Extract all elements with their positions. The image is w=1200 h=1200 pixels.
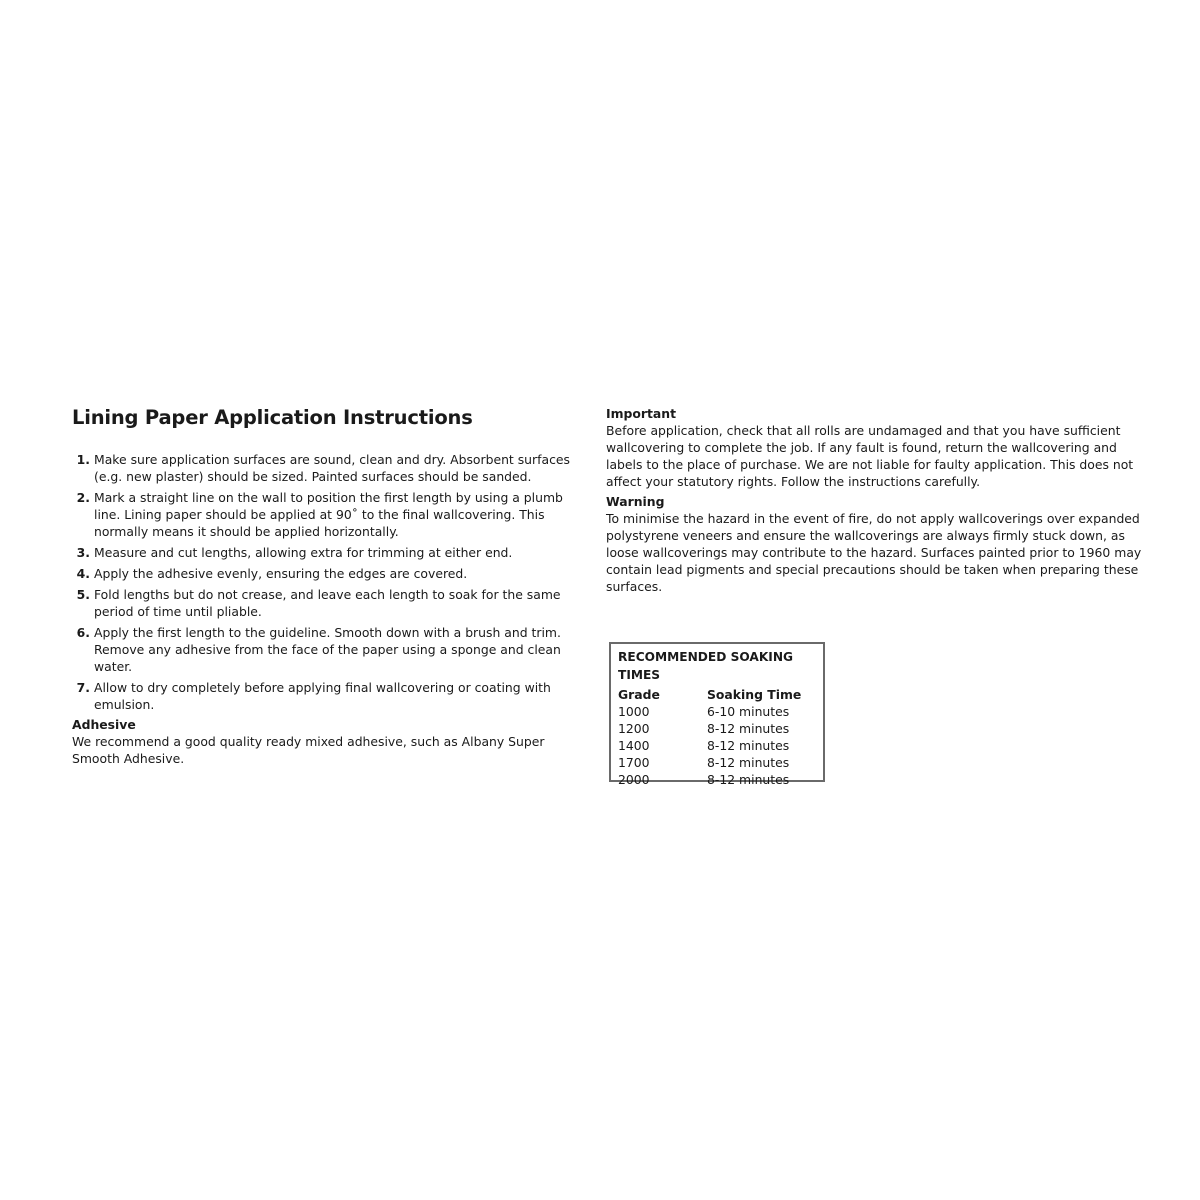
step-item	[72, 451, 582, 485]
step-text: Fold lengths but do not crease, and leave each length to soak for the same period of time until pliable.	[94, 587, 561, 619]
grade-cell: 1000	[618, 704, 650, 719]
grade-cell: 2000	[618, 772, 650, 787]
adhesive-heading: Adhesive	[72, 717, 136, 732]
step-item	[72, 565, 582, 582]
step-text: Apply the first length to the guideline. Smooth down with a brush and trim. Remove any adhesive from the face of the paper using a sponge and clean water.	[94, 625, 561, 674]
step-number: 2.	[76, 490, 90, 505]
step-text: Allow to dry completely before applying final wallcovering or coating with emulsion.	[94, 680, 551, 712]
step-number: 1.	[76, 452, 90, 467]
adhesive-text: We recommend a good quality ready mixed adhesive, such as Albany Super Smooth Adhesive.	[72, 734, 545, 766]
soaking-time-cell: 8-12 minutes	[707, 755, 790, 770]
soaking-time-cell: 8-12 minutes	[707, 738, 790, 753]
soaking-time-cell: 8-12 minutes	[707, 772, 790, 787]
grade-column-header: Grade	[618, 687, 660, 702]
important-heading: Important	[606, 406, 677, 421]
step-number: 6.	[76, 625, 90, 640]
instructions-column	[72, 404, 582, 770]
soaking-time-cell: 8-12 minutes	[707, 721, 790, 736]
step-item	[72, 679, 582, 713]
step-number: 3.	[76, 545, 90, 560]
step-item	[72, 489, 582, 540]
soaking-time-cell: 6-10 minutes	[707, 704, 790, 719]
page-title: Lining Paper Application Instructions	[72, 406, 473, 429]
step-text: Apply the adhesive evenly, ensuring the edges are covered.	[94, 566, 468, 581]
step-number: 4.	[76, 566, 90, 581]
step-item	[72, 624, 582, 675]
grade-cell: 1400	[618, 738, 650, 753]
instruction-steps	[72, 451, 582, 713]
step-number: 5.	[76, 587, 90, 602]
grade-cell: 1200	[618, 721, 650, 736]
step-item	[72, 586, 582, 620]
step-text: Measure and cut lengths, allowing extra for trimming at either end.	[94, 545, 513, 560]
step-text: Mark a straight line on the wall to position the first length by using a plumb line. Lining paper should be applied at 90˚ to the final wallcovering. This normally means it should be applied horizontally.	[94, 490, 563, 539]
soaking-table-header	[618, 686, 815, 703]
table-row	[618, 771, 815, 788]
table-row	[618, 703, 815, 720]
soaking-time-column-header: Soaking Time	[707, 687, 802, 702]
warning-text: To minimise the hazard in the event of fire, do not apply wallcoverings over expanded polystyrene veneers and ensure the wallcoverings are always firmly stuck down, as loose wallcoverings may contribute to the hazard. Surfaces painted prior to 1960 may contain lead pigments and special precautions should be taken when preparing these surfaces.	[606, 511, 1142, 594]
step-item	[72, 544, 582, 561]
soaking-table-title: RECOMMENDED SOAKING TIMES	[618, 650, 794, 682]
notices-column	[606, 405, 1146, 598]
grade-cell: 1700	[618, 755, 650, 770]
table-row	[618, 720, 815, 737]
step-text: Make sure application surfaces are sound, clean and dry. Absorbent surfaces (e.g. new plaster) should be sized. Painted surfaces should be sanded.	[94, 452, 570, 484]
important-text: Before application, check that all rolls are undamaged and that you have sufficient wallcovering to complete the job. If any fault is found, return the wallcovering and labels to the place of purchase. We are not liable for faulty application. This does not affect your statutory rights. Follow the instructions carefully.	[606, 423, 1134, 489]
soaking-times-table	[609, 642, 825, 787]
step-number: 7.	[76, 680, 90, 695]
table-row	[618, 754, 815, 771]
table-row	[618, 737, 815, 754]
warning-heading: Warning	[606, 494, 665, 509]
